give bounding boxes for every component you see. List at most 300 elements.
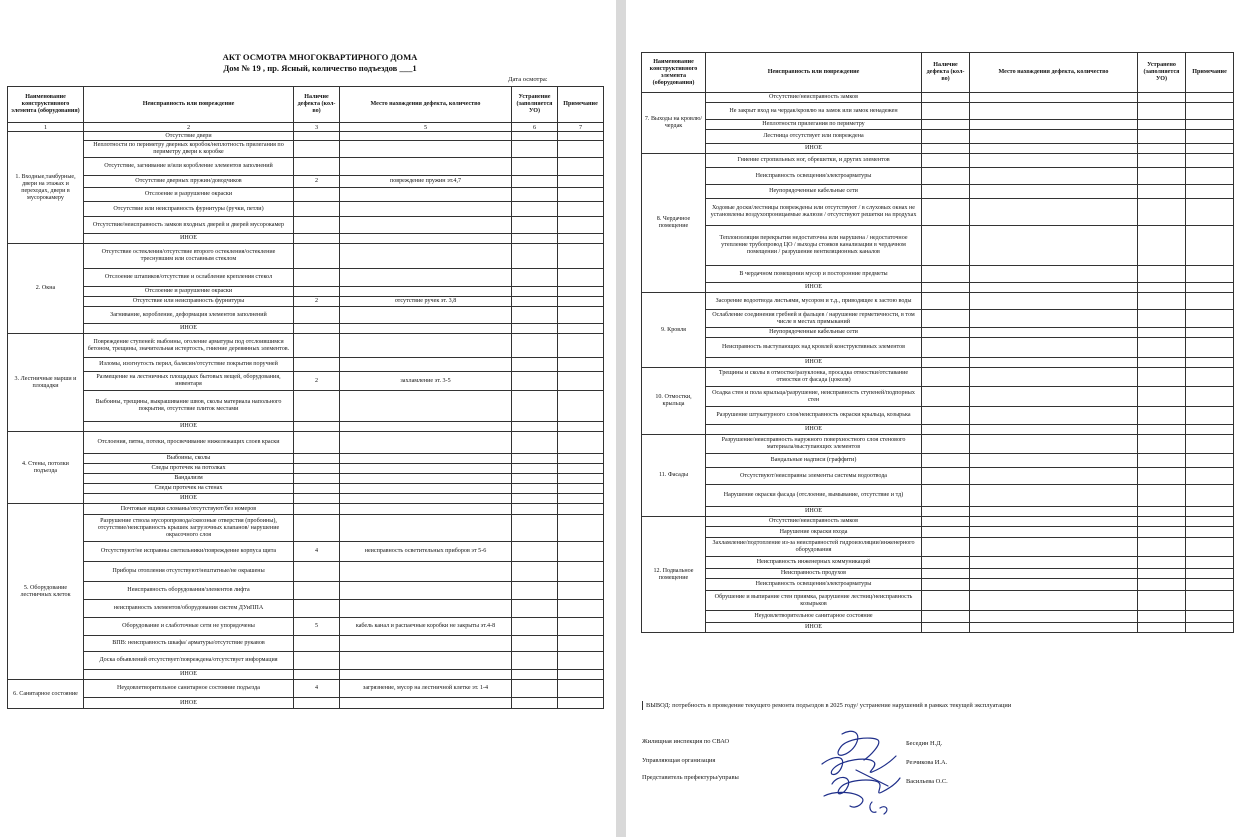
fixed-cell <box>1138 168 1186 185</box>
defect-location <box>970 425 1138 435</box>
defect-count <box>294 422 340 432</box>
defect-location <box>970 103 1138 120</box>
column-header: Неисправность или повреждение <box>706 53 922 93</box>
defect-description: ИНОЕ <box>706 283 922 293</box>
table-row <box>8 474 604 484</box>
defect-description: неисправность элементов/оборудования систем ДУиППА <box>84 600 294 618</box>
table-row <box>642 293 1234 310</box>
note-cell <box>1186 569 1234 579</box>
defect-description: Неудовлетворительное санитарное состояние <box>706 611 922 623</box>
defect-count <box>294 432 340 454</box>
fixed-cell <box>512 432 558 454</box>
table-row <box>642 517 1234 527</box>
note-cell <box>1186 579 1234 591</box>
defect-description: Неисправность оборудования/элементов лифта <box>84 582 294 600</box>
table-row <box>8 391 604 422</box>
note-cell <box>558 562 604 582</box>
fixed-cell <box>1138 144 1186 154</box>
column-number: 2 <box>84 123 294 132</box>
fixed-cell <box>1138 93 1186 103</box>
defect-description: Отсутствие/неисправность замков <box>706 93 922 103</box>
note-cell <box>1186 328 1234 338</box>
table-row <box>642 485 1234 507</box>
defect-count <box>922 266 970 283</box>
defect-location <box>340 670 512 680</box>
fixed-cell <box>512 600 558 618</box>
defect-count <box>922 199 970 226</box>
table-row <box>642 368 1234 387</box>
table-row <box>642 468 1234 485</box>
defect-location <box>970 517 1138 527</box>
fixed-cell <box>1138 266 1186 283</box>
defect-location <box>970 569 1138 579</box>
fixed-cell <box>512 297 558 307</box>
defect-location: захламление эт. 3-5 <box>340 372 512 391</box>
note-cell <box>1186 517 1234 527</box>
table-row <box>642 144 1234 154</box>
table-row <box>8 618 604 636</box>
table-row <box>8 324 604 334</box>
defect-count <box>922 591 970 611</box>
table-row <box>8 158 604 176</box>
note-cell <box>1186 557 1234 569</box>
defect-location: неисправность осветительных приборов эт 5-6 <box>340 542 512 562</box>
note-cell <box>558 464 604 474</box>
defect-count <box>922 168 970 185</box>
defect-description: ИНОЕ <box>706 358 922 368</box>
defect-description: Неудовлетворительное санитарное состояние подъезда <box>84 680 294 698</box>
column-header: Примечание <box>558 87 604 123</box>
defect-location: повреждение пружин эт.4,7 <box>340 176 512 188</box>
defect-description: Нарушение окраски фасада (отслоение, вымывание, отсутствие и тд) <box>706 485 922 507</box>
defect-description: ИНОЕ <box>706 507 922 517</box>
table-row <box>642 103 1234 120</box>
note-cell <box>558 307 604 324</box>
defect-description: Отсутствуют/неисправны элементы системы водоотвода <box>706 468 922 485</box>
note-cell <box>558 454 604 464</box>
signature-name-1: Беседин Н.Д. <box>906 740 943 747</box>
defect-count <box>922 93 970 103</box>
defect-description: Отслоение и разрушение окраски <box>84 287 294 297</box>
note-cell <box>1186 144 1234 154</box>
fixed-cell <box>512 391 558 422</box>
defect-location <box>970 611 1138 623</box>
defect-description: Осадка стен и пола крыльца/разрушение, неисправность ступеней/подпорных стен <box>706 387 922 407</box>
defect-count <box>922 611 970 623</box>
defect-count <box>922 226 970 266</box>
defect-location <box>970 468 1138 485</box>
defect-location <box>340 515 512 542</box>
table-row <box>8 454 604 464</box>
table-row <box>8 670 604 680</box>
note-cell <box>558 141 604 158</box>
act-subtitle: Дом № 19 , пр. Ясный, количество подъездов ___1 <box>223 63 417 73</box>
table-row <box>642 623 1234 633</box>
note-cell <box>558 474 604 484</box>
defect-count <box>294 515 340 542</box>
table-row <box>8 504 604 515</box>
table-row <box>8 562 604 582</box>
page-gutter <box>616 0 626 837</box>
note-cell <box>558 515 604 542</box>
defect-count: 2 <box>294 372 340 391</box>
fixed-cell <box>512 542 558 562</box>
element-name: 6. Санитарное состояние <box>8 680 84 709</box>
note-cell <box>1186 338 1234 358</box>
fixed-cell <box>1138 527 1186 538</box>
defect-count: 4 <box>294 680 340 698</box>
defect-location <box>970 507 1138 517</box>
defect-description: Неисправность освещения/электроарматуры <box>706 579 922 591</box>
defect-location <box>340 464 512 474</box>
defect-count <box>294 484 340 494</box>
defect-count <box>294 141 340 158</box>
note-cell <box>558 432 604 454</box>
note-cell <box>558 680 604 698</box>
defect-count <box>294 636 340 652</box>
defect-location <box>970 226 1138 266</box>
fixed-cell <box>1138 154 1186 168</box>
table-row <box>642 579 1234 591</box>
table-row <box>8 358 604 372</box>
defect-description: Неплотности прилегания по периметру <box>706 120 922 130</box>
defect-description: Отсутствие/неисправность замков входных дверей и дверей мусорокамер <box>84 217 294 234</box>
defect-count <box>294 474 340 484</box>
note-cell <box>1186 310 1234 328</box>
defect-count <box>922 454 970 468</box>
defect-count <box>922 507 970 517</box>
defect-description: ИНОЕ <box>84 494 294 504</box>
defect-location <box>340 504 512 515</box>
defect-location <box>340 494 512 504</box>
conclusion-text: ВЫВОД: потребность в проведение текущего ремонта подъездов в 2025 году/ устранение нарушений в рамках текущей эксплуатации <box>642 701 1232 710</box>
note-cell <box>558 652 604 670</box>
defect-count <box>294 202 340 217</box>
fixed-cell <box>512 202 558 217</box>
table-row <box>8 600 604 618</box>
defect-count <box>922 144 970 154</box>
defect-description: Следы протечек на стенах <box>84 484 294 494</box>
defect-count: 2 <box>294 176 340 188</box>
note-cell <box>558 484 604 494</box>
defect-location <box>970 591 1138 611</box>
table-row <box>8 188 604 202</box>
table-row <box>642 154 1234 168</box>
note-cell <box>1186 266 1234 283</box>
note-cell <box>558 542 604 562</box>
defect-count <box>294 454 340 464</box>
note-cell <box>558 188 604 202</box>
note-cell <box>1186 130 1234 144</box>
fixed-cell <box>512 698 558 709</box>
table-row <box>642 358 1234 368</box>
defect-description: Неисправность инженерных коммуникаций <box>706 557 922 569</box>
table-row <box>642 557 1234 569</box>
defect-location <box>340 244 512 269</box>
defect-location <box>340 188 512 202</box>
inspection-date-caption: Дата осмотра: <box>508 76 548 83</box>
table-row <box>642 454 1234 468</box>
note-cell <box>1186 387 1234 407</box>
note-cell <box>558 297 604 307</box>
defect-description: Отсутствие дверных пружин/доводчиков <box>84 176 294 188</box>
table-row <box>8 582 604 600</box>
act-title: АКТ ОСМОТРА МНОГОКВАРТИРНОГО ДОМА <box>222 52 418 62</box>
fixed-cell <box>512 636 558 652</box>
defect-location <box>340 269 512 287</box>
defect-description: Отсутствие остекления/отсутствие второго остекления/остекление треснувшим или составным стеклом <box>84 244 294 269</box>
table-row <box>8 652 604 670</box>
note-cell <box>558 391 604 422</box>
table-row <box>8 484 604 494</box>
fixed-cell <box>512 334 558 358</box>
defect-count <box>922 623 970 633</box>
defect-description: Повреждение ступеней: выбоины, оголение арматуры под отслоившимся бетоном, трещины, значительная истертость, гниение деревянных элементов. <box>84 334 294 358</box>
defect-count <box>294 600 340 618</box>
defect-location <box>970 407 1138 425</box>
table-row <box>8 372 604 391</box>
defect-count <box>294 698 340 709</box>
defect-location <box>970 527 1138 538</box>
fixed-cell <box>512 652 558 670</box>
defect-location <box>340 600 512 618</box>
defect-location <box>340 432 512 454</box>
fixed-cell <box>1138 130 1186 144</box>
table-row <box>8 269 604 287</box>
note-cell <box>1186 93 1234 103</box>
defect-description: Ходовые доски/лестницы повреждены или отсутствуют / в слуховых окнах не установлены воздухопроницаемые жалюзи / отсутствуют решетки на продухах <box>706 199 922 226</box>
defect-count <box>294 334 340 358</box>
element-name: 5. Оборудование лестничных клеток <box>8 504 84 680</box>
defect-description: Неисправность освещения/электроарматуры <box>706 168 922 185</box>
defect-description: Отслоение штапиков/отсутствие и ослабление крепления стекол <box>84 269 294 287</box>
note-cell <box>1186 468 1234 485</box>
note-cell <box>1186 611 1234 623</box>
note-cell <box>1186 591 1234 611</box>
defect-count <box>922 557 970 569</box>
signature-role-3: Представитель префектуры/управы <box>642 774 739 781</box>
note-cell <box>558 600 604 618</box>
note-cell <box>1186 507 1234 517</box>
table-row <box>8 542 604 562</box>
fixed-cell <box>512 680 558 698</box>
defect-description: ИНОЕ <box>84 324 294 334</box>
fixed-cell <box>1138 120 1186 130</box>
defect-description: Неплотности по периметру дверных коробок/неплотность прилегания по периметру двери к коробке <box>84 141 294 158</box>
note-cell <box>558 176 604 188</box>
defect-count <box>922 387 970 407</box>
defect-description: Следы протечек на потолках <box>84 464 294 474</box>
defect-location <box>340 636 512 652</box>
fixed-cell <box>1138 557 1186 569</box>
table-row <box>8 432 604 454</box>
defect-description: Отсутствие, загнивание и/или коробление элементов заполнений <box>84 158 294 176</box>
fixed-cell <box>1138 310 1186 328</box>
defect-count <box>294 132 340 141</box>
fixed-cell <box>512 307 558 324</box>
column-header: Место нахождения дефекта, количество <box>340 87 512 123</box>
element-name: 11. Фасады <box>642 435 706 517</box>
table-row <box>642 226 1234 266</box>
note-cell <box>558 372 604 391</box>
defect-count <box>922 468 970 485</box>
note-cell <box>558 132 604 141</box>
act-page-2 <box>626 0 1242 837</box>
defect-count <box>922 425 970 435</box>
defect-location <box>970 130 1138 144</box>
defect-location <box>340 202 512 217</box>
note-cell <box>1186 485 1234 507</box>
table-row <box>8 422 604 432</box>
defect-description: Лестница отсутствует или повреждена <box>706 130 922 144</box>
column-number-row <box>8 123 604 132</box>
note-cell <box>1186 154 1234 168</box>
table-row <box>642 338 1234 358</box>
fixed-cell <box>1138 226 1186 266</box>
defect-count <box>294 234 340 244</box>
column-header: Наличие дефекта (кол-во) <box>922 53 970 93</box>
defect-count <box>922 435 970 454</box>
table-row <box>8 132 604 141</box>
defect-count <box>294 670 340 680</box>
fixed-cell <box>1138 368 1186 387</box>
table-row <box>8 636 604 652</box>
note-cell <box>1186 407 1234 425</box>
element-name: 8. Чердачное помещение <box>642 154 706 293</box>
note-cell <box>558 670 604 680</box>
defect-count <box>294 307 340 324</box>
note-cell <box>1186 199 1234 226</box>
note-cell <box>1186 425 1234 435</box>
defect-count <box>922 120 970 130</box>
note-cell <box>1186 358 1234 368</box>
column-header: Место нахождения дефекта, количество <box>970 53 1138 93</box>
fixed-cell <box>1138 468 1186 485</box>
fixed-cell <box>512 141 558 158</box>
note-cell <box>558 422 604 432</box>
defect-location <box>970 485 1138 507</box>
table-row <box>8 307 604 324</box>
defect-description: Трещины и сколы в отмостке/разуклонка, просадка отмостки/отставание отмостки от фасада (цоколя) <box>706 368 922 387</box>
defect-count <box>922 517 970 527</box>
defect-description: Отслоения, пятна, потеки, просвечивание нижележащих слоев краски <box>84 432 294 454</box>
defect-location <box>340 698 512 709</box>
defect-description: Загнивание, коробление, деформация элементов заполнений <box>84 307 294 324</box>
note-cell <box>558 217 604 234</box>
table-row <box>642 266 1234 283</box>
fixed-cell <box>512 422 558 432</box>
table-row <box>8 217 604 234</box>
table-row <box>642 168 1234 185</box>
table-row <box>642 387 1234 407</box>
defect-description: Обрушение и выпирание стен приямка, разрушение лестниц/неисправность козырьков <box>706 591 922 611</box>
table-row <box>8 202 604 217</box>
fixed-cell <box>512 484 558 494</box>
table-row <box>8 176 604 188</box>
defect-description: Выбоины, трещины, выкрашивание швов, сколы материала напольного покрытия, отсутствие плиток местами <box>84 391 294 422</box>
table-row <box>642 328 1234 338</box>
header-row <box>642 53 1234 93</box>
fixed-cell <box>1138 425 1186 435</box>
column-header: Наименование конструктивного элемента (оборудования) <box>642 53 706 93</box>
defect-description: Отслоение и разрушение окраски <box>84 188 294 202</box>
defect-location <box>340 287 512 297</box>
signature-name-2: Резчикова И.А. <box>906 759 948 766</box>
inspection-table-2 <box>641 52 1234 633</box>
fixed-cell <box>1138 611 1186 623</box>
fixed-cell <box>512 515 558 542</box>
defect-location <box>970 293 1138 310</box>
fixed-cell <box>1138 435 1186 454</box>
fixed-cell <box>512 158 558 176</box>
defect-location <box>970 266 1138 283</box>
defect-description: Не закрыт вход на чердак/кровлю на замок или замок ненадежен <box>706 103 922 120</box>
defect-description: Приборы отопления отсутствуют/нештатные/не окрашены <box>84 562 294 582</box>
element-name: 3. Лестничные марши и площадки <box>8 334 84 432</box>
defect-location <box>340 391 512 422</box>
defect-count <box>922 310 970 328</box>
defect-count <box>922 185 970 199</box>
fixed-cell <box>512 287 558 297</box>
defect-description: Отсутствуют/не исправны светильники/повреждение корпуса щита <box>84 542 294 562</box>
defect-count <box>922 407 970 425</box>
defect-count <box>294 158 340 176</box>
defect-description: ИНОЕ <box>84 670 294 680</box>
defect-count <box>922 569 970 579</box>
table-row <box>8 244 604 269</box>
fixed-cell <box>1138 623 1186 633</box>
defect-location <box>340 582 512 600</box>
defect-count <box>922 485 970 507</box>
defect-count <box>294 652 340 670</box>
defect-location <box>970 538 1138 557</box>
element-name: 12. Подвальное помещение <box>642 517 706 633</box>
handwritten-signatures-icon <box>812 726 907 821</box>
defect-description: ИНОЕ <box>706 144 922 154</box>
fixed-cell <box>512 372 558 391</box>
table-row <box>642 120 1234 130</box>
note-cell <box>558 618 604 636</box>
defect-count <box>294 464 340 474</box>
defect-count: 2 <box>294 297 340 307</box>
defect-location <box>340 141 512 158</box>
fixed-cell <box>512 217 558 234</box>
defect-count <box>294 287 340 297</box>
note-cell <box>1186 226 1234 266</box>
fixed-cell <box>1138 199 1186 226</box>
table-row <box>8 141 604 158</box>
column-header: Устранение (заполняется УО) <box>512 87 558 123</box>
note-cell <box>558 358 604 372</box>
note-cell <box>558 636 604 652</box>
column-header: Устранено (заполняется УО) <box>1138 53 1186 93</box>
table-row <box>642 538 1234 557</box>
column-header: Примечание <box>1186 53 1234 93</box>
defect-location <box>340 234 512 244</box>
defect-description: Разрушение ствола мусоропровода/сквозные отверстия (пробоины), отсутствие/неисправность крышек загрузочных клапанов/ нарушение окрасочного слоя <box>84 515 294 542</box>
defect-description: Теплоизоляция перекрытия недостаточна или нарушена / недостаточное утепление трубопровод ЦО / выходы стояков канализации в чердачном помещении / разрушение вентиляционных каналов <box>706 226 922 266</box>
fixed-cell <box>512 670 558 680</box>
defect-location <box>970 358 1138 368</box>
table-row <box>8 234 604 244</box>
defect-description: Засорение водоотвода листьями, мусором и т.д., приводящее к застою воды <box>706 293 922 310</box>
defect-count <box>922 130 970 144</box>
table-row <box>8 287 604 297</box>
defect-location <box>970 338 1138 358</box>
defect-location <box>970 454 1138 468</box>
defect-location <box>340 652 512 670</box>
defect-count <box>922 579 970 591</box>
